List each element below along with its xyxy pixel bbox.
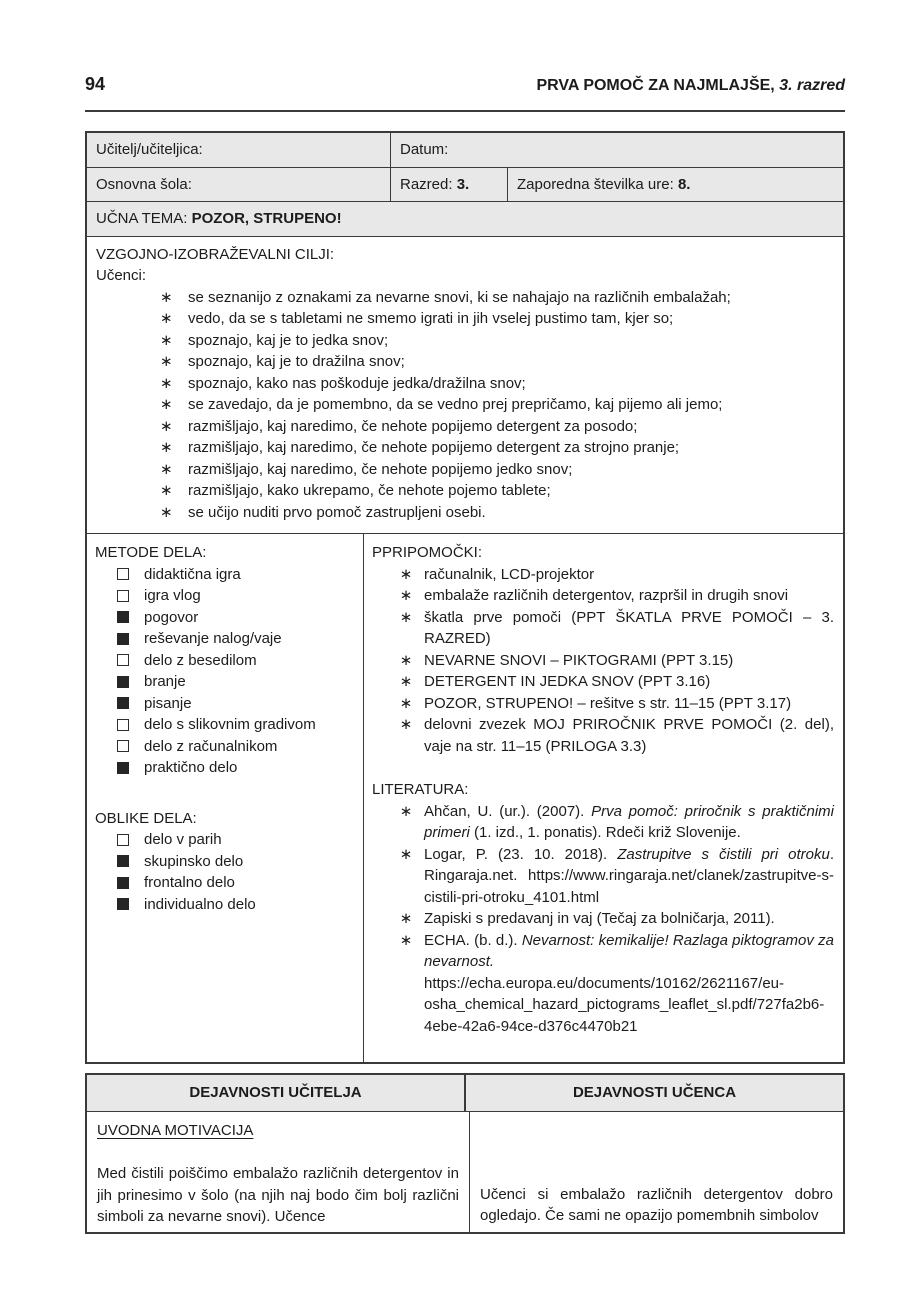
teacher-cell: Učitelj/učiteljica: — [96, 141, 203, 158]
goal-item — [96, 287, 834, 309]
goal-text: se zavedajo, da je pomembno, da se vedno prej prepričamo, kaj pijemo ali jemo; — [188, 396, 723, 413]
asterisk-bullet-icon: ∗ — [160, 482, 173, 499]
literature-title: LITERATURA: — [372, 781, 469, 798]
forms-title: OBLIKE DELA: — [95, 809, 197, 827]
goal-text: se seznanijo z oznakami za nevarne snovi, ki se nahajajo na različnih embalažah; — [188, 288, 731, 306]
running-title — [536, 75, 845, 97]
material-text: škatla prve pomoči (PPT ŠKATLA PRVE POMOČI – 3. RAZRED) — [424, 608, 834, 647]
methods-list — [95, 564, 355, 779]
lesson-info-table — [85, 131, 845, 1064]
form-label: individualno delo — [144, 895, 256, 913]
material-item — [388, 693, 834, 715]
checkbox-unchecked-icon — [117, 654, 129, 666]
asterisk-bullet-icon: ∗ — [160, 288, 173, 306]
asterisk-bullet-icon: ∗ — [160, 374, 173, 392]
class-cell: Razred: 3. — [390, 168, 507, 202]
method-item — [117, 650, 355, 672]
checkbox-unchecked-icon — [117, 568, 129, 580]
form-item — [117, 851, 355, 873]
form-label: delo v parih — [144, 831, 222, 848]
table-row — [87, 168, 843, 203]
goal-text: spoznajo, kaj je to dražilna snov; — [188, 353, 405, 370]
asterisk-bullet-icon: ∗ — [399, 716, 413, 733]
material-item — [388, 650, 834, 672]
goal-item — [96, 308, 834, 330]
goals-subtitle: Učenci: — [96, 267, 147, 284]
checkbox-unchecked-icon — [117, 740, 129, 752]
checkbox-checked-icon — [117, 697, 129, 709]
goal-text: razmišljajo, kaj naredimo, če nehote popijemo detergent za strojno pranje; — [188, 439, 680, 456]
asterisk-bullet-icon: ∗ — [160, 439, 173, 456]
checkbox-checked-icon — [117, 877, 129, 889]
topic-cell: UČNA TEMA: POZOR, STRUPENO! — [96, 210, 342, 227]
goal-item — [96, 459, 834, 481]
literature-text: ECHA. (b. d.). Nevarnost: kemikalije! Razlaga piktogramov za nevarnost. https://echa.europa.eu/documents/10162/2621167/eu-osha_chemical_hazard_pictograms_leaflet_sl.pdf/727fa2b6-4ebe-42a6-94ce-d376c4470b21 — [424, 931, 834, 1035]
goal-item — [96, 330, 834, 352]
goal-item — [96, 502, 834, 524]
asterisk-bullet-icon: ∗ — [399, 802, 413, 820]
form-item — [117, 894, 355, 916]
method-item — [117, 693, 355, 715]
topic-value: POZOR, STRUPENO! — [191, 210, 342, 227]
material-item — [388, 564, 834, 586]
goal-text: razmišljajo, kako ukrepamo, če nehote pojemo tablete; — [188, 482, 551, 499]
section-title-uvodna-motivacija: UVODNA MOTIVACIJA — [97, 1121, 254, 1139]
method-label: delo s slikovnim gradivom — [144, 716, 316, 733]
activities-content-row — [87, 1112, 843, 1232]
method-item — [117, 607, 355, 629]
goal-text: spoznajo, kako nas poškoduje jedka/dražilna snov; — [188, 374, 526, 392]
literature-text: Ahčan, U. (ur.). (2007). Prva pomoč: priročnik s praktičnimi primeri (1. izd., 1. ponatis). Rdeči križ Slovenije. — [424, 802, 834, 841]
material-text: embalaže različnih detergentov, razpršil in drugih snovi — [424, 587, 789, 604]
activities-table — [85, 1073, 845, 1234]
class-value: 3. — [456, 175, 470, 193]
method-item — [117, 628, 355, 650]
method-item — [117, 714, 355, 736]
asterisk-bullet-icon: ∗ — [399, 910, 413, 927]
forms-list — [95, 829, 355, 915]
method-label: praktično delo — [144, 759, 238, 776]
goals-cell — [87, 237, 843, 534]
asterisk-bullet-icon: ∗ — [160, 503, 173, 521]
checkbox-checked-icon — [117, 898, 129, 910]
method-item — [117, 585, 355, 607]
goal-text: spoznajo, kaj je to jedka snov; — [188, 331, 389, 349]
checkbox-checked-icon — [117, 762, 129, 774]
method-label: didaktična igra — [144, 565, 241, 583]
literature-text: Logar, P. (23. 10. 2018). Zastrupitve s čistili pri otroku. Ringaraja.net. https://www.ringaraja.net/clanek/zastrupitve-s-cistili-pri-otroku_4101.html — [424, 845, 834, 906]
goal-item — [96, 480, 834, 502]
asterisk-bullet-icon: ∗ — [399, 651, 413, 669]
literature-list — [372, 801, 834, 1038]
materials-column — [364, 534, 843, 1062]
lesson-number-cell: Zaporedna številka ure: 8. — [507, 168, 843, 202]
form-item — [117, 829, 355, 851]
method-label: pisanje — [144, 694, 192, 712]
material-text: delovni zvezek MOJ PRIROČNIK PRVE POMOČI (2. del), vaje na str. 11–15 (PRILOGA 3.3) — [424, 716, 834, 755]
method-label: delo z besedilom — [144, 651, 257, 669]
method-item — [117, 564, 355, 586]
asterisk-bullet-icon: ∗ — [399, 673, 413, 690]
student-activities-cell — [470, 1112, 843, 1232]
material-text: NEVARNE SNOVI – PIKTOGRAMI (PPT 3.15) — [424, 651, 734, 669]
asterisk-bullet-icon: ∗ — [160, 310, 173, 327]
goal-item — [96, 437, 834, 459]
checkbox-unchecked-icon — [117, 834, 129, 846]
goals-title: VZGOJNO-IZOBRAŽEVALNI CILJI: — [96, 245, 335, 263]
methods-title: METODE DELA: — [95, 544, 207, 561]
asterisk-bullet-icon: ∗ — [399, 587, 413, 604]
asterisk-bullet-icon: ∗ — [160, 353, 173, 370]
goal-item — [96, 351, 834, 373]
asterisk-bullet-icon: ∗ — [160, 460, 173, 478]
literature-block — [372, 779, 834, 1037]
form-label: skupinsko delo — [144, 852, 244, 870]
goal-item — [96, 416, 834, 438]
form-label: frontalno delo — [144, 874, 235, 891]
checkbox-checked-icon — [117, 633, 129, 645]
student-activities-text: Učenci si embalažo različnih detergentov dobro ogledajo. Če sami ne opazijo pomembnih simbolov — [480, 1185, 833, 1224]
methods-materials-row — [87, 534, 843, 1062]
literature-text: Zapiski s predavanj in vaj (Tečaj za bolničarja, 2011). — [424, 910, 775, 927]
asterisk-bullet-icon: ∗ — [399, 694, 413, 712]
materials-list — [372, 564, 834, 758]
header-divider — [85, 110, 845, 112]
goal-text: se učijo nuditi prvo pomoč zastrupljeni osebi. — [188, 503, 486, 521]
asterisk-bullet-icon: ∗ — [399, 608, 413, 626]
goal-text: razmišljajo, kaj naredimo, če nehote popijemo detergent za posodo; — [188, 417, 638, 435]
method-label: pogovor — [144, 608, 199, 626]
goal-text: razmišljajo, kaj naredimo, če nehote popijemo jedko snov; — [188, 460, 573, 478]
teacher-activities-header: DEJAVNOSTI UČITELJA — [87, 1075, 465, 1111]
checkbox-unchecked-icon — [117, 719, 129, 731]
material-text: POZOR, STRUPENO! – rešitve s str. 11–15 (PPT 3.17) — [424, 694, 792, 712]
lesson-number-value: 8. — [677, 175, 691, 193]
method-label: delo z računalnikom — [144, 737, 278, 755]
method-item — [117, 671, 355, 693]
teacher-activities-text: Med čistili poiščimo embalažo različnih detergentov in jih prinesimo v šolo (na njih naj bodo čim bolj različni simboli za nevarne snovi). Učence — [97, 1165, 459, 1225]
method-label: reševanje nalog/vaje — [144, 630, 282, 647]
goal-item — [96, 373, 834, 395]
method-item — [117, 757, 355, 779]
material-item — [388, 585, 834, 607]
methods-column — [87, 534, 364, 1062]
running-title-main: PRVA POMOČ ZA NAJMLAJŠE, — [536, 77, 775, 94]
table-row — [87, 237, 843, 535]
method-label: branje — [144, 673, 186, 690]
date-cell: Datum: — [390, 133, 843, 167]
checkbox-checked-icon — [117, 676, 129, 688]
method-label: igra vlog — [144, 587, 201, 604]
literature-item — [388, 930, 834, 1038]
material-item — [388, 607, 834, 650]
asterisk-bullet-icon: ∗ — [399, 845, 413, 863]
goal-item — [96, 394, 834, 416]
checkbox-unchecked-icon — [117, 590, 129, 602]
asterisk-bullet-icon: ∗ — [160, 331, 173, 349]
asterisk-bullet-icon: ∗ — [160, 417, 173, 435]
student-activities-header: DEJAVNOSTI UČENCA — [465, 1075, 843, 1111]
form-item — [117, 872, 355, 894]
table-row — [87, 133, 843, 168]
checkbox-checked-icon — [117, 855, 129, 867]
material-item — [388, 671, 834, 693]
material-item — [388, 714, 834, 757]
goals-list — [96, 287, 834, 524]
literature-item — [388, 908, 834, 930]
material-text: računalnik, LCD-projektor — [424, 565, 595, 583]
forms-block — [95, 808, 355, 916]
page-header — [85, 74, 845, 97]
literature-item — [388, 844, 834, 909]
school-cell: Osnovna šola: — [96, 175, 192, 193]
checkbox-checked-icon — [117, 611, 129, 623]
asterisk-bullet-icon: ∗ — [399, 565, 413, 583]
table-row — [87, 534, 843, 1062]
page-number: 94 — [85, 74, 106, 94]
literature-item — [388, 801, 834, 844]
table-row — [87, 202, 843, 237]
method-item — [117, 736, 355, 758]
material-text: DETERGENT IN JEDKA SNOV (PPT 3.16) — [424, 673, 711, 690]
asterisk-bullet-icon: ∗ — [160, 396, 173, 413]
activities-header-row — [87, 1075, 843, 1112]
running-title-grade: 3. razred — [779, 77, 845, 94]
materials-title: PPRIPOMOČKI: — [372, 544, 483, 561]
teacher-activities-cell — [87, 1112, 470, 1232]
goal-text: vedo, da se s tabletami ne smemo igrati in jih vselej pustimo tam, kjer so; — [188, 310, 674, 327]
asterisk-bullet-icon: ∗ — [399, 931, 413, 949]
